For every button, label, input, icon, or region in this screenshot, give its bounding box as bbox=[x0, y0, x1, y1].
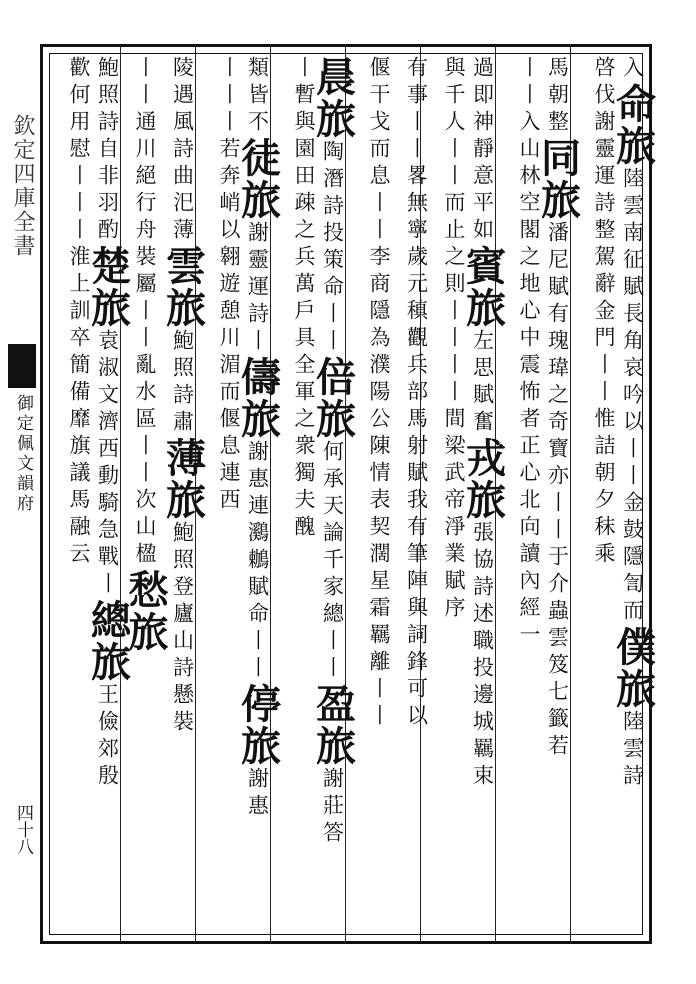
entry-text: 丨丨 bbox=[217, 56, 241, 110]
entry-text: 張協詩述職投邊城羈束 bbox=[470, 521, 495, 791]
entry-text: 鮑照詩自非羽酌 bbox=[95, 56, 120, 245]
entry-text: 亂水區丨丨次山楹 bbox=[133, 353, 157, 569]
entry-text: 議馬融云 bbox=[67, 461, 91, 569]
entry-text: 陸雲南征賦長角哀吟以丨丨金鼓隱訇而 bbox=[620, 167, 645, 626]
fishtail-mark bbox=[8, 344, 36, 388]
entry-text: 丨暫與園田疎 bbox=[292, 56, 316, 218]
entry-heading: 薄旅 bbox=[159, 437, 207, 521]
entry-text: 陵遇風詩曲汜薄 bbox=[170, 56, 195, 245]
entry-text: 丨丨通川絕行舟 bbox=[133, 56, 157, 245]
entry-text: 潘尼賦有瑰瑋之奇寶亦丨丨于介蟲雲笈七籤若 bbox=[545, 221, 570, 761]
entry-text: 類皆不 bbox=[245, 56, 270, 137]
entry-heading: 同旅 bbox=[534, 137, 582, 221]
entry-text: 何承天論千家總丨丨 bbox=[320, 440, 345, 683]
entry-text: 啓伐謝靈運詩整駕辭金門丨丨惟詰朝 bbox=[592, 56, 616, 488]
entry-text: 王儉郊殷 bbox=[95, 683, 120, 791]
entry-text: 過即神靜意平如 bbox=[470, 56, 495, 245]
text-column bbox=[40, 56, 92, 936]
entry-text: 陶潛詩投策命丨丨 bbox=[320, 140, 345, 356]
entry-text: 鮑照登廬山詩懸裝 bbox=[170, 521, 195, 737]
entry-text: 馬朝整 bbox=[545, 56, 570, 137]
entry-heading: 戎旅 bbox=[459, 437, 507, 521]
entry-heading: 儔旅 bbox=[234, 356, 282, 440]
entry-text: 丨若奔峭 bbox=[217, 110, 241, 218]
entry-text: 以翱遊憩川湄而偃息 bbox=[217, 218, 241, 461]
entry-heading: 徒旅 bbox=[234, 137, 282, 221]
entry-heading: 愁旅 bbox=[122, 569, 169, 653]
entry-heading: 命旅 bbox=[609, 83, 657, 167]
entry-heading: 賓旅 bbox=[459, 245, 507, 329]
entry-text: 謝惠 bbox=[245, 767, 270, 821]
entry-text: 丨丨 bbox=[517, 56, 541, 110]
entry-text: 左思賦奮 bbox=[470, 329, 495, 437]
entry-text: 裝屬丨丨 bbox=[133, 245, 157, 353]
entry-text: 歡何用慰丨丨 bbox=[67, 56, 91, 218]
fore-edge bbox=[0, 44, 40, 944]
entry-heading: 雲旅 bbox=[159, 245, 207, 329]
entry-heading: 楚旅 bbox=[84, 245, 132, 329]
entry-heading: 盈旅 bbox=[309, 683, 357, 767]
entry-heading: 晨旅 bbox=[309, 56, 357, 140]
entry-text: 謝惠連鸂鶒賦命丨丨 bbox=[245, 440, 270, 683]
entry-text: 與千人丨丨而止 bbox=[442, 56, 466, 245]
entry-text: 丨丨間梁武帝淨業賦序 bbox=[442, 353, 466, 623]
page-number: 四十八 bbox=[13, 804, 33, 855]
entry-text: 獨夫醜 bbox=[292, 461, 316, 542]
entry-text: 謝靈運詩丨 bbox=[245, 221, 270, 356]
entry-text: 袁淑文濟西動騎急戰丨 bbox=[95, 329, 120, 599]
entry-heading: 總旅 bbox=[84, 599, 132, 683]
entry-text: 鮑照詩肅 bbox=[170, 329, 195, 437]
entry-text: 有事丨丨畧無寧歲元稹觀兵部馬射賦我有筆陣與詞鋒可以 bbox=[404, 56, 429, 731]
entry-text: 之則丨丨 bbox=[442, 245, 466, 353]
book-series-title: 欽定四庫全書 bbox=[10, 114, 35, 258]
book-title: 御定佩文韻府 bbox=[13, 394, 33, 514]
entry-text: 之兵萬戶具全軍之衆 bbox=[292, 218, 316, 461]
entry-text: 偃干戈而息丨丨李商隱為濮陽公陳情表契濶星霜羈離丨丨 bbox=[367, 56, 391, 731]
entry-text: 謝莊答 bbox=[320, 767, 345, 848]
entry-heading: 倍旅 bbox=[309, 356, 357, 440]
entry-text: 夕秣乘 bbox=[592, 488, 616, 569]
entry-heading: 僕旅 bbox=[609, 626, 657, 710]
entry-text: 丨淮上訓卒簡備靡旗 bbox=[67, 218, 91, 461]
entry-text: 陸雲詩 bbox=[620, 710, 645, 791]
entry-text: 入山林空閣之地心中震怖者正心北向讀內經一 bbox=[517, 110, 541, 650]
entry-heading: 停旅 bbox=[234, 683, 282, 767]
entry-text: 入 bbox=[620, 56, 645, 83]
entry-text: 連西 bbox=[217, 461, 241, 515]
